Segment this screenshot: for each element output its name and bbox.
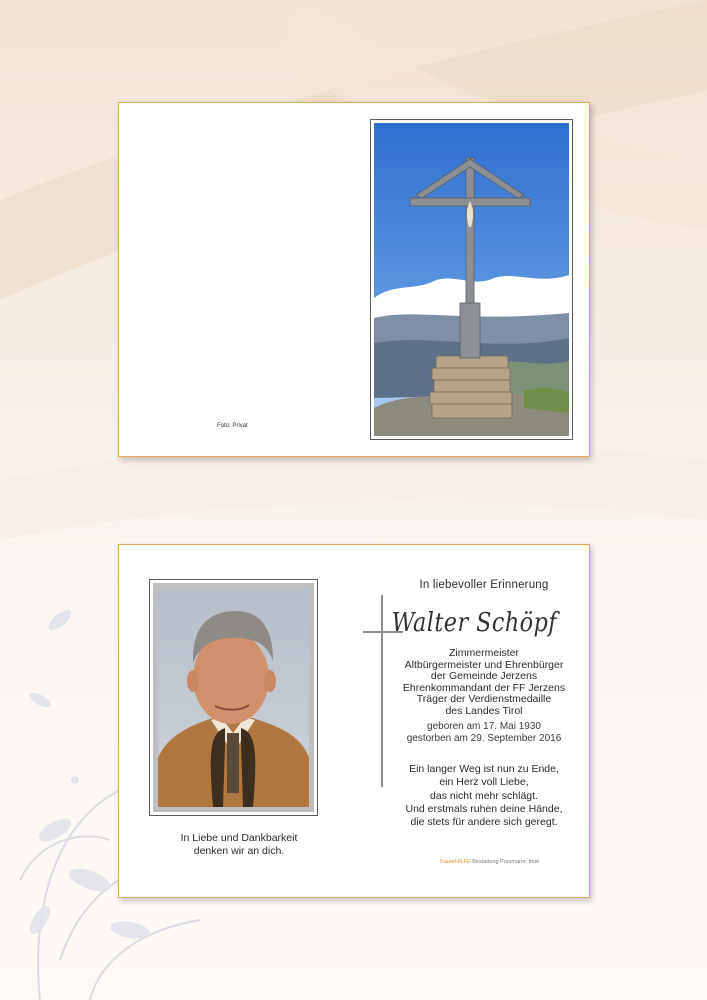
portrait-photo [153,583,314,812]
poem [379,763,589,829]
funeral-brand: TrauerHILFE [439,859,471,865]
summit-cross-photo [374,123,569,436]
inner-card [118,544,590,898]
funeral-home [389,859,589,865]
title-line: des Landes Tirol [445,704,523,717]
poem-line: die stets für andere sich geregt. [410,816,558,829]
stone-base [430,356,512,418]
poem-line: Ein langer Weg ist nun zu Ende, [409,763,559,775]
left-message-line: denken wir an dich. [193,845,285,858]
title-line: Altbürgermeister und Ehrenbürger [404,658,564,671]
death-date: gestorben am 29. September 2016 [406,732,562,744]
heading: In liebevoller Erinnerung [419,579,549,591]
photo-credit: Foto: Privat [217,423,248,429]
poem-line: ein Herz voll Liebe, [439,776,529,789]
birth-date: geboren am 17. Mai 1930 [427,721,541,732]
left-message [139,832,339,859]
left-message-line: In Liebe und Dankbarkeit [180,832,298,844]
title-line: Träger der Verdienstmedaille [416,693,552,706]
dates [379,721,589,744]
title-line: Zimmermeister [449,647,519,659]
poem-line: Und erstmals ruhen deine Hände, [405,802,563,815]
poem-line: das nicht mehr schlägt. [430,789,538,802]
title-line: Ehrenkommandant der FF Jerzens [402,681,566,694]
deceased-name: Walter Schöpf [391,608,558,638]
funeral-home-name: Bestattung Praxmarer, Imst [472,859,539,865]
portrait-frame [149,579,318,816]
title-line: der Gemeinde Jerzens [430,670,538,683]
cross-photo-frame [370,119,573,440]
front-card [118,102,590,457]
titles [379,648,589,718]
